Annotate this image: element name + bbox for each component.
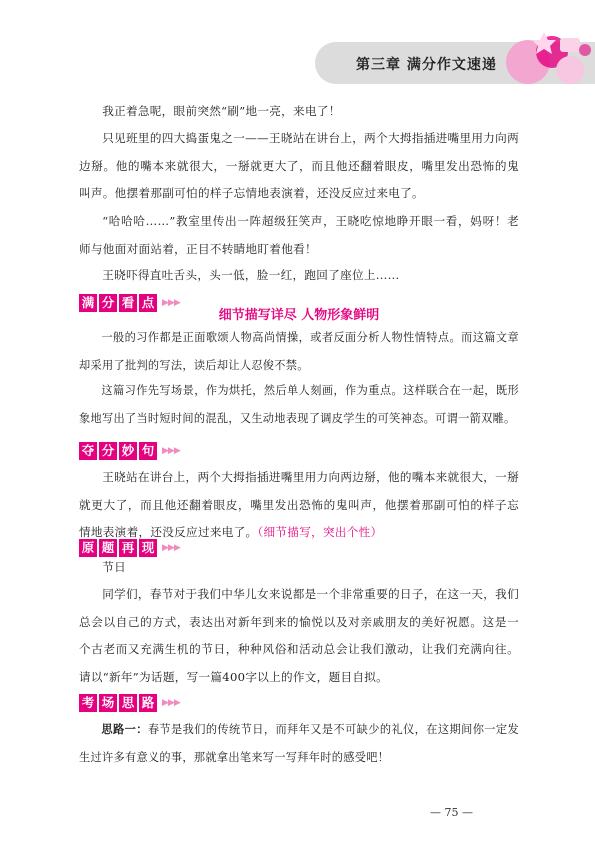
analysis-paragraph-2: 这篇习作先写场景，作为烘托，然后单人刻画，作为重点。这样联合在一起，既形象地写出了当时短时间的混乱，又生动地表现了调皮学生的可笑神态。可谓一箭双雕。: [79, 384, 519, 425]
story-paragraph-3: “哈哈哈……”教室里传出一阵超级狂笑声，王晓吃惊地睁开眼一看，妈呀！老师与他面对面站着，正目不转睛地盯着他看！: [79, 214, 519, 256]
label-char: 看: [119, 294, 137, 312]
label-char: 现: [139, 539, 157, 557]
thinking-text: 春节是我们的传统节日，而拜年又是不可缺少的礼仪，在这期间你一定发生过许多有意义的事，那就拿出笔来写一写拜年时的感受吧！: [79, 723, 519, 764]
label-char: 满: [79, 294, 97, 312]
story-paragraph-1: 我正着急呢，眼前突然“刷”地一亮，来电了！: [102, 104, 341, 118]
page-number: — 75 —: [430, 806, 473, 819]
excerpt-text: 王晓站在讲台上，两个大拇指插进嘴里用力向两边掰，他的嘴本来就很大，一掰就更大了，而且他还翻着眼皮，嘴里发出恐怖的鬼叫声，他摆着那副可怕的样子忘情地表演着，还没反应过来电了。: [79, 470, 519, 539]
label-char: 考: [79, 694, 97, 712]
question-body: 同学们，春节对于我们中华儿女来说都是一个非常重要的日子，在这一天，我们总会以自己的方式，表达出对新年到来的愉悦以及对亲戚朋友的美好祝愿。这是一个古老而又充满生机的节日，种种风俗和活动总会让我们激动，让我们充满向往。请以“新年”为话题，写一篇400字以上的作文，题目自拟。: [79, 587, 519, 684]
label-char: 场: [99, 694, 117, 712]
label-char: 句: [139, 442, 157, 460]
label-char: 路: [139, 694, 157, 712]
arrow-icon: ▶▶▶: [162, 543, 180, 553]
section-label-excerpt: [79, 441, 180, 461]
arrow-icon: ▶▶▶: [162, 446, 180, 456]
analysis-paragraph-1: 一般的习作都是正面歌颂人物高尚情操，或者反面分析人物性情特点。而这篇文章却采用了批判的写法，读后却让人忍俊不禁。: [79, 331, 519, 372]
thinking-paragraph: [79, 716, 519, 771]
arrow-icon: ▶▶▶: [162, 698, 180, 708]
label-char: 夺: [79, 442, 97, 460]
label-char: 分: [99, 442, 117, 460]
label-char: 妙: [119, 442, 137, 460]
label-char: 思: [119, 694, 137, 712]
story-paragraph-4: 王晓吓得直吐舌头，头一低，脸一红，跑回了座位上……: [102, 268, 400, 282]
label-char: 分: [99, 294, 117, 312]
label-char: 题: [99, 539, 117, 557]
analysis-subheading: 细节描写详尽 人物形象鲜明: [218, 308, 380, 323]
label-char: 点: [139, 294, 157, 312]
excerpt-paragraph: [79, 464, 519, 547]
pink-decoration-icon: [500, 30, 595, 92]
label-char: 再: [119, 539, 137, 557]
question-title: 节日: [102, 560, 126, 574]
story-paragraph-2: 只见班里的四大捣蛋鬼之一——王晓站在讲台上，两个大拇指插进嘴里用力向两边掰。他的嘴本来就很大，一掰就更大了，而且他还翻着眼皮，嘴里发出恐怖的鬼叫声。他摆着那副可怕的样子忘情地表演着，还没反应过来电了。: [79, 131, 519, 200]
excerpt-note: （细节描写，突出个性）: [257, 525, 383, 539]
section-label-exam-thinking: [79, 693, 180, 713]
label-char: 原: [79, 539, 97, 557]
thinking-lead: 思路一：: [101, 723, 148, 736]
chapter-title: 第三章 满分作文速递: [356, 57, 497, 73]
arrow-icon: ▶▶▶: [162, 298, 180, 308]
